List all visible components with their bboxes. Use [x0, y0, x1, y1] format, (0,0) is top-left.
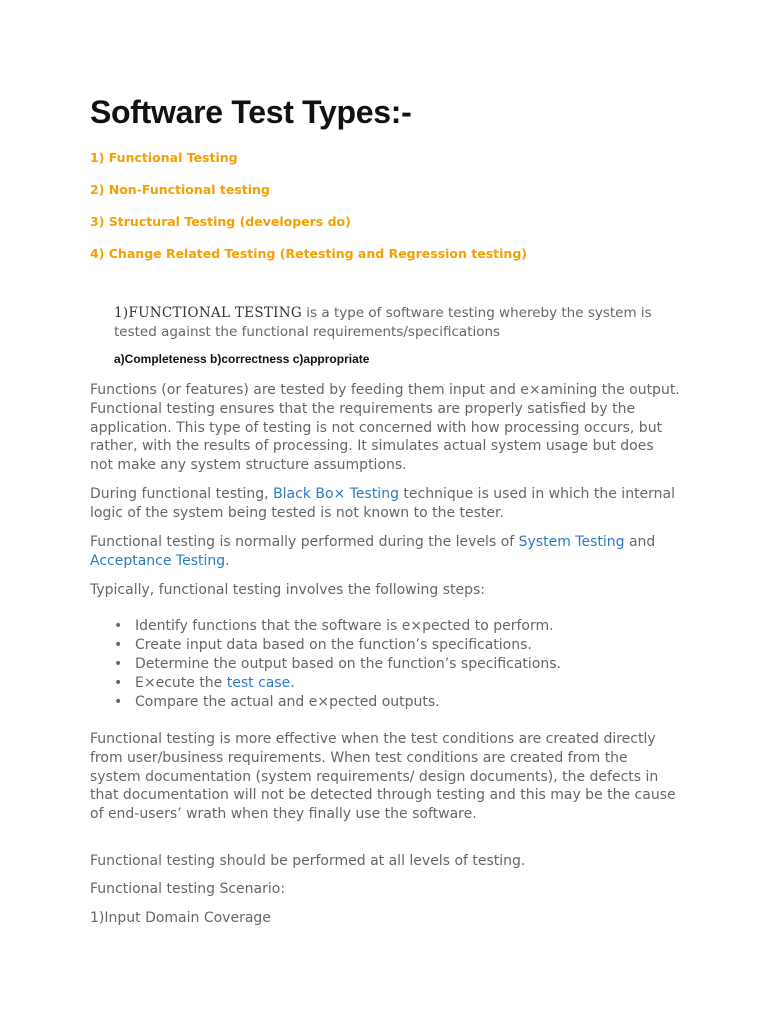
- criteria-line: a)Completeness b)correctness c)appropriate: [114, 352, 370, 366]
- paragraph-text: During functional testing,: [90, 486, 274, 502]
- test-type-item: 4) Change Related Testing (Retesting and Regression testing): [90, 246, 527, 261]
- paragraph-levels: [90, 533, 680, 571]
- functional-testing-term: 1)FUNCTIONAL TESTING: [114, 305, 303, 321]
- paragraph-text: and: [624, 534, 656, 550]
- step-text: .: [290, 675, 295, 691]
- bullet-icon: •: [114, 675, 123, 691]
- functional-testing-definition: [114, 304, 684, 342]
- step-text: Create input data based on the function’s specifications.: [135, 637, 532, 653]
- step-text: Determine the output based on the function’s specifications.: [135, 656, 561, 672]
- paragraph-text: Functional testing is normally performed during the levels of: [90, 534, 519, 550]
- test-type-item: 1) Functional Testing: [90, 150, 238, 165]
- test-types-list: [90, 150, 527, 278]
- paragraph-scenario: Functional testing Scenario:: [90, 881, 286, 897]
- paragraph-all-levels: Functional testing should be performed at all levels of testing.: [90, 853, 526, 869]
- definition-text: is a type of software testing whereby the system is tested against the functional requirements/specifications: [114, 305, 652, 340]
- step-item: [114, 617, 561, 636]
- bullet-icon: •: [114, 618, 123, 634]
- step-item: [114, 636, 561, 655]
- step-item: [114, 693, 561, 712]
- system-testing-link[interactable]: System Testing: [518, 534, 625, 550]
- bullet-icon: •: [114, 656, 123, 672]
- step-text: Identify functions that the software is e×pected to perform.: [135, 618, 554, 634]
- paragraph-features: Functions (or features) are tested by feeding them input and e×amining the output. Functional testing ensures that the requirements are properly satisfied by the application. This type of testing is not concerned with how processing occurs, but rather, with the results of processing. It simulates actual system usage but does not make any system structure assumptions.: [90, 382, 680, 474]
- steps-list: [114, 617, 561, 712]
- bullet-icon: •: [114, 637, 123, 653]
- step-text: E×ecute the: [135, 675, 227, 691]
- test-type-item: 3) Structural Testing (developers do): [90, 214, 351, 229]
- step-text: Compare the actual and e×pected outputs.: [135, 694, 440, 710]
- paragraph-text: technique is used in which the internal logic of the system being tested is not known to the tester.: [90, 486, 676, 521]
- test-case-link[interactable]: test case: [226, 675, 291, 691]
- test-type-item: 2) Non-Functional testing: [90, 182, 270, 197]
- paragraph-text: .: [225, 552, 230, 569]
- acceptance-testing-link[interactable]: Acceptance Testing: [90, 552, 226, 569]
- paragraph-steps-intro: Typically, functional testing involves the following steps:: [90, 582, 486, 598]
- step-item: [114, 655, 561, 674]
- paragraph-input-domain: 1)Input Domain Coverage: [90, 910, 271, 926]
- black-box-testing-link[interactable]: Black Bo× Testing: [273, 486, 399, 502]
- step-item: [114, 674, 561, 693]
- paragraph-effectiveness: Functional testing is more effective when the test conditions are created directly from user/business requirements. When test conditions are created from the system documentation (system requirements/ design documents), the defects in that documentation will not be detected through testing and this may be the cause of end-users’ wrath when they finally use the software.: [90, 731, 676, 823]
- paragraph-black-box: [90, 485, 680, 523]
- page-title: Software Test Types:-: [90, 94, 412, 130]
- bullet-icon: •: [114, 694, 123, 710]
